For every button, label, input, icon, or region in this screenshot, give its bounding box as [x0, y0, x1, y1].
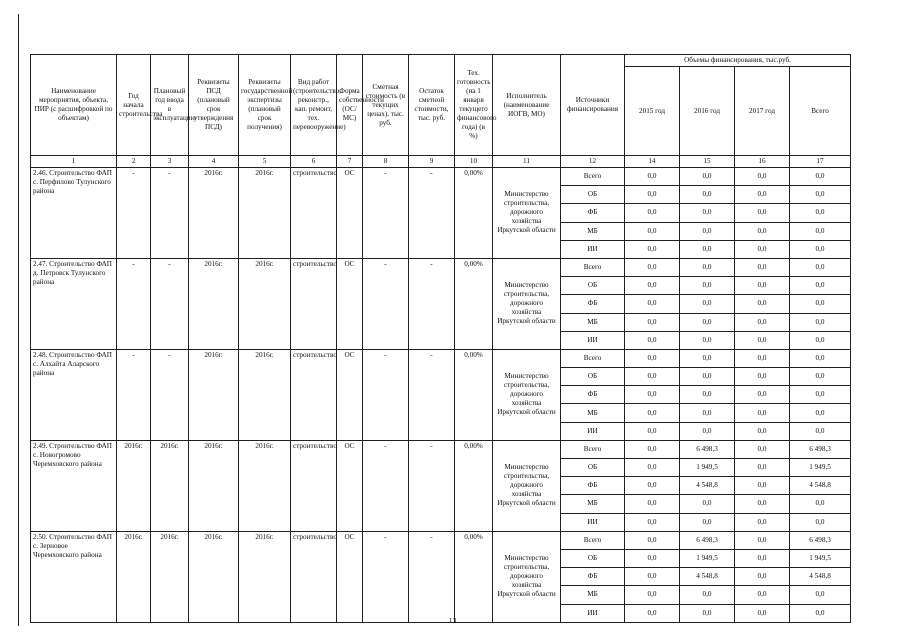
value-2015: 0,0: [625, 459, 680, 477]
value-2015: 0,0: [625, 168, 680, 186]
value-2017: 0,0: [735, 240, 790, 258]
funding-source: МБ: [561, 313, 625, 331]
value-2016: 4 548,8: [680, 568, 735, 586]
project-ownership: ОС: [337, 258, 363, 349]
value-2017: 0,0: [735, 349, 790, 367]
project-estimate: -: [363, 349, 409, 440]
value-total: 0,0: [790, 313, 851, 331]
header-name: Наименование мероприятия, объекта, ПИР (с расшифровкой по объектам): [31, 55, 117, 156]
funding-source: ОБ: [561, 277, 625, 295]
project-expertise: 2016г.: [239, 531, 291, 622]
table-row: [31, 258, 851, 276]
page-number: 13: [448, 616, 457, 625]
funding-source: ИИ: [561, 604, 625, 622]
value-total: 0,0: [790, 258, 851, 276]
value-2017: 0,0: [735, 495, 790, 513]
project-psd: 2016г.: [189, 168, 239, 259]
column-number: 4: [189, 156, 239, 168]
value-2016: 0,0: [680, 295, 735, 313]
project-remainder: -: [409, 440, 455, 531]
funding-source: ОБ: [561, 186, 625, 204]
value-2016: 0,0: [680, 258, 735, 276]
project-name: 2.47. Строительство ФАП д. Петровск Тулунского района: [31, 258, 117, 349]
table-header: [31, 55, 851, 168]
value-2015: 0,0: [625, 568, 680, 586]
value-2015: 0,0: [625, 295, 680, 313]
value-total: 0,0: [790, 331, 851, 349]
table-body: [31, 168, 851, 623]
value-2016: 0,0: [680, 204, 735, 222]
value-2016: 0,0: [680, 586, 735, 604]
funding-source: МБ: [561, 222, 625, 240]
header-year-2016: 2016 год: [680, 67, 735, 156]
project-work-type: строительство: [291, 168, 337, 259]
value-2017: 0,0: [735, 186, 790, 204]
project-readiness: 0,00%: [455, 258, 493, 349]
project-expertise: 2016г.: [239, 168, 291, 259]
value-total: 0,0: [790, 495, 851, 513]
header-total: Всего: [790, 67, 851, 156]
column-number: 8: [363, 156, 409, 168]
header-planned-year: Плановый год ввода в эксплуатацию: [151, 55, 189, 156]
header-remainder: Остаток сметной стоимости, тыс. руб.: [409, 55, 455, 156]
table-row: [31, 531, 851, 549]
value-total: 4 548,8: [790, 477, 851, 495]
value-2016: 6 498,3: [680, 531, 735, 549]
value-2015: 0,0: [625, 440, 680, 458]
column-number: 15: [680, 156, 735, 168]
value-2016: 0,0: [680, 422, 735, 440]
project-estimate: -: [363, 531, 409, 622]
project-executor: Министерство строительства, дорожного хозяйства Иркутской области: [493, 258, 561, 349]
value-total: 0,0: [790, 186, 851, 204]
value-2017: 0,0: [735, 331, 790, 349]
value-2017: 0,0: [735, 440, 790, 458]
value-2017: 0,0: [735, 422, 790, 440]
value-2016: 0,0: [680, 331, 735, 349]
value-2015: 0,0: [625, 349, 680, 367]
funding-source: ИИ: [561, 331, 625, 349]
value-2016: 0,0: [680, 513, 735, 531]
funding-source: ОБ: [561, 459, 625, 477]
value-2016: 0,0: [680, 349, 735, 367]
funding-source: ИИ: [561, 422, 625, 440]
header-estimate: Сметная стоимость (в текущих ценах), тыс. руб.: [363, 55, 409, 156]
value-2017: 0,0: [735, 531, 790, 549]
project-ownership: ОС: [337, 440, 363, 531]
value-2016: 0,0: [680, 404, 735, 422]
column-number: 7: [337, 156, 363, 168]
column-number: 9: [409, 156, 455, 168]
project-name: 2.50. Строительство ФАП с. Зерновое Черемховского района: [31, 531, 117, 622]
value-total: 6 498,3: [790, 440, 851, 458]
header-work-type: Вид работ (строительство, реконстр., кап. ремонт, тех. перевооружение): [291, 55, 337, 156]
project-name: 2.46. Строительство ФАП с. Перфилово Тулунского района: [31, 168, 117, 259]
project-name: 2.48. Строительство ФАП с. Алхайта Аларского района: [31, 349, 117, 440]
value-2017: 0,0: [735, 513, 790, 531]
value-2017: 0,0: [735, 404, 790, 422]
project-planned-year: -: [151, 258, 189, 349]
column-number: 16: [735, 156, 790, 168]
value-total: 4 548,8: [790, 568, 851, 586]
column-number: 11: [493, 156, 561, 168]
value-2017: 0,0: [735, 549, 790, 567]
value-2017: 0,0: [735, 604, 790, 622]
value-2017: 0,0: [735, 204, 790, 222]
project-estimate: -: [363, 440, 409, 531]
value-total: 0,0: [790, 222, 851, 240]
project-remainder: -: [409, 168, 455, 259]
funding-source: ИИ: [561, 513, 625, 531]
project-executor: Министерство строительства, дорожного хозяйства Иркутской области: [493, 168, 561, 259]
value-2016: 0,0: [680, 386, 735, 404]
value-2017: 0,0: [735, 568, 790, 586]
column-number: 6: [291, 156, 337, 168]
funding-source: ОБ: [561, 549, 625, 567]
value-total: 6 498,3: [790, 531, 851, 549]
project-planned-year: 2016г.: [151, 440, 189, 531]
header-ownership: Форма собственности (ОС/МС): [337, 55, 363, 156]
value-total: 0,0: [790, 168, 851, 186]
project-readiness: 0,00%: [455, 531, 493, 622]
value-total: 0,0: [790, 349, 851, 367]
funding-source: МБ: [561, 404, 625, 422]
project-work-type: строительство: [291, 349, 337, 440]
value-2016: 0,0: [680, 313, 735, 331]
project-start-year: 2016г.: [117, 440, 151, 531]
value-total: 0,0: [790, 586, 851, 604]
value-2016: 0,0: [680, 495, 735, 513]
funding-source: ФБ: [561, 477, 625, 495]
value-2015: 0,0: [625, 495, 680, 513]
value-2015: 0,0: [625, 258, 680, 276]
value-2016: 1 949,5: [680, 459, 735, 477]
project-name: 2.49. Строительство ФАП с. Новогромово Черемховского района: [31, 440, 117, 531]
funding-source: Всего: [561, 258, 625, 276]
project-psd: 2016г.: [189, 440, 239, 531]
value-2015: 0,0: [625, 277, 680, 295]
project-psd: 2016г.: [189, 349, 239, 440]
value-2015: 0,0: [625, 313, 680, 331]
value-total: 0,0: [790, 240, 851, 258]
header-executor: Исполнитель (наименование ИОГВ, МО): [493, 55, 561, 156]
project-start-year: 2016г.: [117, 531, 151, 622]
project-start-year: -: [117, 349, 151, 440]
funding-source: ФБ: [561, 568, 625, 586]
header-sources: Источники финансирования: [561, 55, 625, 156]
value-2015: 0,0: [625, 186, 680, 204]
project-remainder: -: [409, 531, 455, 622]
financing-table: [30, 54, 851, 623]
project-work-type: строительство: [291, 531, 337, 622]
header-expertise: Реквизиты государственной экспертизы (плановый срок получения): [239, 55, 291, 156]
project-expertise: 2016г.: [239, 258, 291, 349]
project-planned-year: -: [151, 168, 189, 259]
value-2017: 0,0: [735, 368, 790, 386]
value-2016: 1 949,5: [680, 549, 735, 567]
project-planned-year: -: [151, 349, 189, 440]
value-total: 0,0: [790, 604, 851, 622]
project-ownership: ОС: [337, 349, 363, 440]
value-total: 0,0: [790, 404, 851, 422]
column-number: 5: [239, 156, 291, 168]
value-2015: 0,0: [625, 531, 680, 549]
column-number: 14: [625, 156, 680, 168]
funding-source: Всего: [561, 349, 625, 367]
funding-source: Всего: [561, 440, 625, 458]
table-row: [31, 440, 851, 458]
value-total: 0,0: [790, 295, 851, 313]
value-2015: 0,0: [625, 386, 680, 404]
header-start-year: Год начала строительства: [117, 55, 151, 156]
header-year-2017: 2017 год: [735, 67, 790, 156]
value-2015: 0,0: [625, 586, 680, 604]
value-2015: 0,0: [625, 549, 680, 567]
value-2016: 0,0: [680, 186, 735, 204]
value-total: 0,0: [790, 513, 851, 531]
value-2016: 0,0: [680, 277, 735, 295]
value-2017: 0,0: [735, 386, 790, 404]
header-readiness: Тех. готовность (на 1 января текущего финансового года) (в %): [455, 55, 493, 156]
value-2015: 0,0: [625, 422, 680, 440]
value-2017: 0,0: [735, 222, 790, 240]
project-work-type: строительство: [291, 440, 337, 531]
funding-source: МБ: [561, 495, 625, 513]
project-work-type: строительство: [291, 258, 337, 349]
value-2016: 0,0: [680, 240, 735, 258]
project-expertise: 2016г.: [239, 440, 291, 531]
page-edge-line: [18, 14, 19, 626]
value-total: 0,0: [790, 386, 851, 404]
value-2015: 0,0: [625, 204, 680, 222]
value-total: 1 949,5: [790, 459, 851, 477]
value-2015: 0,0: [625, 331, 680, 349]
column-number: 3: [151, 156, 189, 168]
funding-source: ОБ: [561, 368, 625, 386]
funding-source: ФБ: [561, 204, 625, 222]
value-2016: 0,0: [680, 604, 735, 622]
project-ownership: ОС: [337, 168, 363, 259]
funding-source: ИИ: [561, 240, 625, 258]
value-2015: 0,0: [625, 513, 680, 531]
value-2017: 0,0: [735, 277, 790, 295]
column-number: 12: [561, 156, 625, 168]
value-total: 0,0: [790, 368, 851, 386]
project-expertise: 2016г.: [239, 349, 291, 440]
value-2017: 0,0: [735, 258, 790, 276]
funding-source: МБ: [561, 586, 625, 604]
project-executor: Министерство строительства, дорожного хозяйства Иркутской области: [493, 349, 561, 440]
value-2015: 0,0: [625, 404, 680, 422]
funding-source: ФБ: [561, 295, 625, 313]
value-2016: 0,0: [680, 368, 735, 386]
column-number: 2: [117, 156, 151, 168]
value-2016: 0,0: [680, 168, 735, 186]
value-2017: 0,0: [735, 295, 790, 313]
value-total: 0,0: [790, 204, 851, 222]
value-total: 0,0: [790, 277, 851, 295]
value-total: 1 949,5: [790, 549, 851, 567]
project-psd: 2016г.: [189, 531, 239, 622]
value-2017: 0,0: [735, 168, 790, 186]
value-2015: 0,0: [625, 477, 680, 495]
project-executor: Министерство строительства, дорожного хозяйства Иркутской области: [493, 531, 561, 622]
project-readiness: 0,00%: [455, 168, 493, 259]
value-2015: 0,0: [625, 222, 680, 240]
project-readiness: 0,00%: [455, 349, 493, 440]
project-executor: Министерство строительства, дорожного хозяйства Иркутской области: [493, 440, 561, 531]
value-2017: 0,0: [735, 477, 790, 495]
project-estimate: -: [363, 258, 409, 349]
funding-source: ФБ: [561, 386, 625, 404]
value-2016: 6 498,3: [680, 440, 735, 458]
value-2016: 0,0: [680, 222, 735, 240]
value-2015: 0,0: [625, 604, 680, 622]
value-2016: 4 548,8: [680, 477, 735, 495]
project-start-year: -: [117, 168, 151, 259]
column-number: 1: [31, 156, 117, 168]
funding-source: Всего: [561, 168, 625, 186]
value-total: 0,0: [790, 422, 851, 440]
header-year-2015: 2015 год: [625, 67, 680, 156]
table-row: [31, 168, 851, 186]
project-psd: 2016г.: [189, 258, 239, 349]
project-remainder: -: [409, 258, 455, 349]
project-planned-year: 2016г.: [151, 531, 189, 622]
column-number: 10: [455, 156, 493, 168]
value-2015: 0,0: [625, 240, 680, 258]
value-2017: 0,0: [735, 459, 790, 477]
project-estimate: -: [363, 168, 409, 259]
project-remainder: -: [409, 349, 455, 440]
column-number: 17: [790, 156, 851, 168]
table-row: [31, 349, 851, 367]
funding-source: Всего: [561, 531, 625, 549]
project-readiness: 0,00%: [455, 440, 493, 531]
column-numbers-row: [31, 156, 851, 168]
project-start-year: -: [117, 258, 151, 349]
header-psd: Реквизиты ПСД (плановый срок утверждения ПСД): [189, 55, 239, 156]
value-2017: 0,0: [735, 313, 790, 331]
header-volumes: Объемы финансирования, тыс.руб.: [625, 55, 851, 67]
project-ownership: ОС: [337, 531, 363, 622]
value-2017: 0,0: [735, 586, 790, 604]
value-2015: 0,0: [625, 368, 680, 386]
